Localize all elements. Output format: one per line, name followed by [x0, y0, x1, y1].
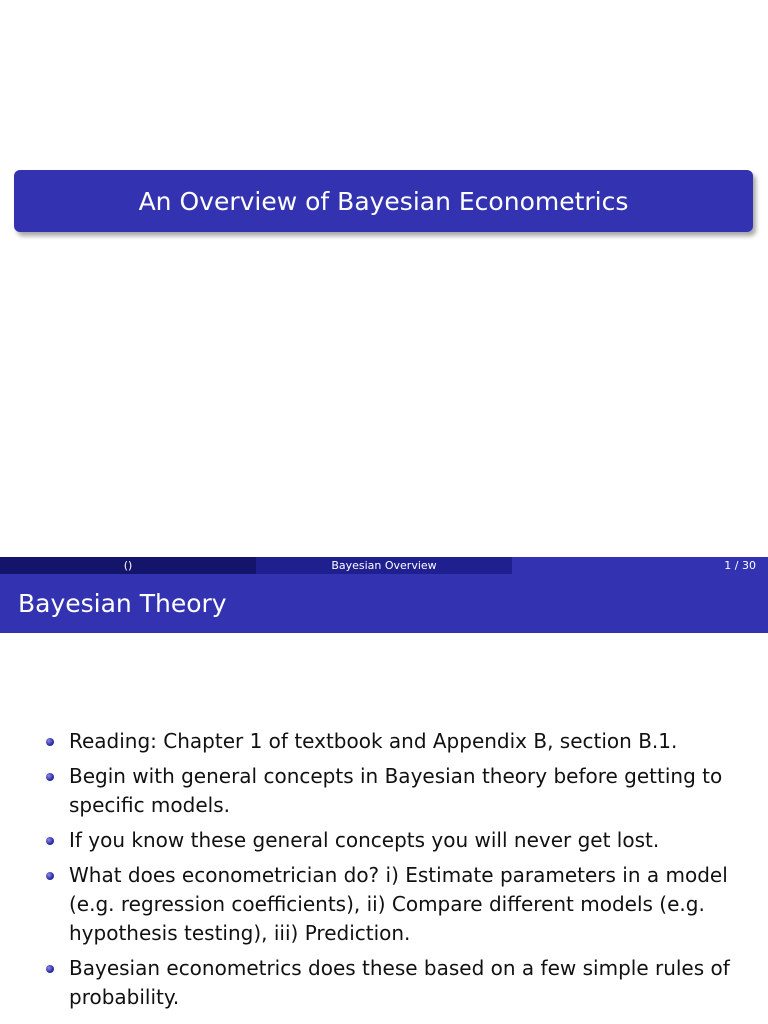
bullet-item — [46, 727, 746, 756]
footline — [0, 557, 768, 574]
footline-short-title-text: Bayesian Overview — [331, 559, 437, 572]
bullet-list — [46, 727, 746, 1018]
bullet-text: If you know these general concepts you will never get lost. — [69, 828, 660, 852]
footline-page-number — [512, 557, 768, 574]
bullet-text: Reading: Chapter 1 of textbook and Appendix B, section B.1. — [69, 729, 678, 753]
bullet-item — [46, 861, 746, 948]
footline-page-text: 1 / 30 — [724, 559, 756, 572]
footline-author-text: () — [123, 559, 133, 572]
footline-short-title — [256, 557, 512, 574]
bullet-item — [46, 826, 746, 855]
bullet-text: Begin with general concepts in Bayesian theory before getting to specific models. — [69, 764, 723, 817]
bullet-icon — [46, 965, 54, 973]
bullet-text: Bayesian econometrics does these based on a few simple rules of probability. — [69, 956, 730, 1009]
bullet-text: What does econometrician do? i) Estimate parameters in a model (e.g. regression coefficients), ii) Compare different models (e.g. hypothesis testing), iii) Prediction. — [69, 863, 728, 945]
frame-title: Bayesian Theory — [18, 589, 227, 618]
slide-title: An Overview of Bayesian Econometrics — [138, 186, 629, 216]
slide-title-box — [14, 170, 753, 232]
bullet-item — [46, 762, 746, 820]
bullet-item — [46, 954, 746, 1012]
frame-title-bar — [0, 574, 768, 633]
bullet-icon — [46, 773, 54, 781]
bullet-icon — [46, 837, 54, 845]
footline-author — [0, 557, 256, 574]
bullet-icon — [46, 872, 54, 880]
bullet-icon — [46, 738, 54, 746]
